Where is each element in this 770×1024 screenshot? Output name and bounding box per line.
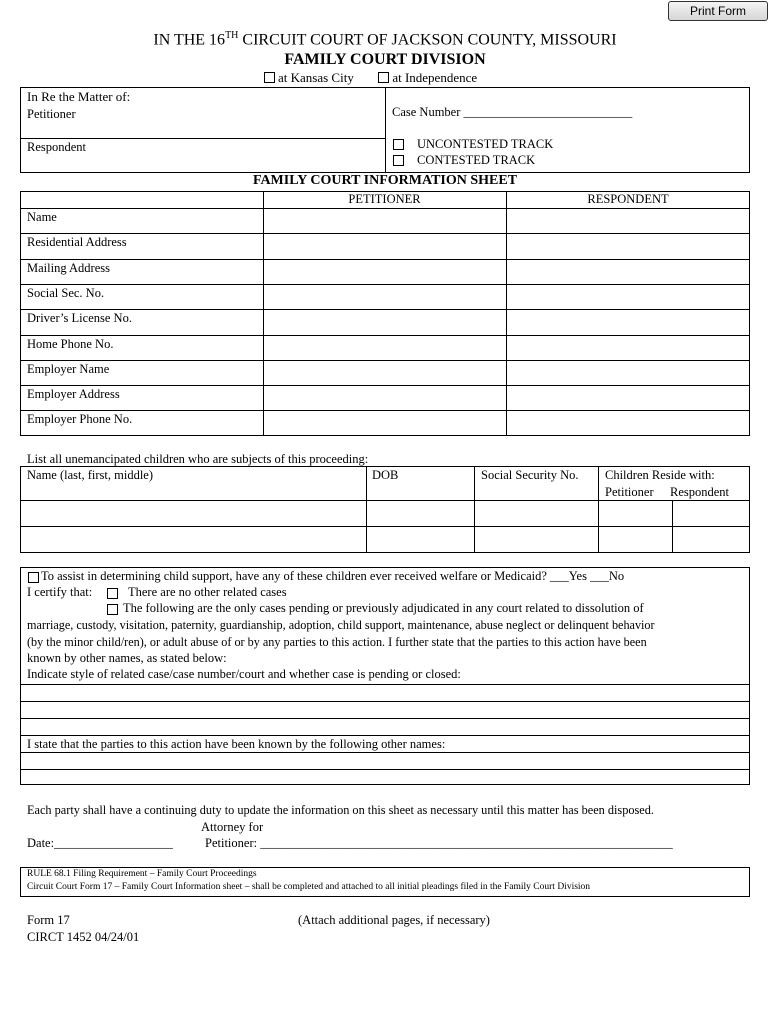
cases-para-line4: known by other names, as stated below:: [27, 651, 227, 665]
col-reside-petitioner: Petitioner: [605, 485, 654, 499]
info-respondent-field[interactable]: [507, 209, 749, 232]
info-row-label: Employer Address: [27, 387, 120, 402]
children-col4: [672, 500, 673, 553]
petitioner-signature-field[interactable]: Petitioner: __________________________________________________________________: [205, 836, 673, 850]
related-case-line4: [20, 735, 750, 736]
following-cases-checkbox[interactable]: [107, 604, 118, 615]
rule-line2: Circuit Court Form 17 – Family Court Information sheet – shall be completed and attached to all initial pleadings filed in the Family Court Division: [27, 882, 591, 892]
certify-label: I certify that:: [27, 585, 93, 599]
info-respondent-field[interactable]: [507, 234, 749, 257]
form-number: Form 17: [27, 913, 70, 927]
respondent-label: Respondent: [27, 140, 87, 154]
independence-checkbox[interactable]: [378, 72, 389, 83]
court-title-prefix: IN THE 16: [153, 31, 226, 49]
info-petitioner-field[interactable]: [264, 361, 505, 384]
info-petitioner-field[interactable]: [264, 336, 505, 359]
welfare-checkbox[interactable]: [28, 572, 39, 583]
info-petitioner-field[interactable]: [264, 209, 505, 232]
info-sheet-title: FAMILY COURT INFORMATION SHEET: [252, 173, 518, 188]
info-respondent-field[interactable]: [507, 260, 749, 283]
related-case-line1: [20, 684, 750, 685]
related-case-line2: [20, 701, 750, 702]
info-row-label: Social Sec. No.: [27, 285, 105, 300]
col-child-name: Name (last, first, middle): [27, 468, 154, 482]
children-col2: [474, 466, 475, 553]
contested-checkbox[interactable]: [393, 155, 404, 166]
info-respondent-field[interactable]: [507, 310, 749, 333]
contested-label: CONTESTED TRACK: [417, 153, 536, 167]
info-row-label: Home Phone No.: [27, 336, 114, 351]
caption-divider: [385, 87, 386, 173]
other-names-line1: [20, 752, 750, 753]
info-row-label: Employer Phone No.: [27, 412, 133, 427]
col-respondent: RESPONDENT: [587, 192, 669, 206]
info-respondent-field[interactable]: [507, 411, 749, 434]
info-row-label: Driver’s License No.: [27, 311, 132, 326]
indicate-label: Indicate style of related case/case number/court and whether case is pending or closed:: [27, 667, 461, 681]
print-form-button[interactable]: Print Form: [668, 1, 768, 21]
division-title: FAMILY COURT DIVISION: [284, 51, 486, 68]
other-names-label: I state that the parties to this action have been known by the following other names:: [27, 737, 446, 751]
cases-para-line2: marriage, custody, visitation, paternity, guardianship, adoption, child support, maintenance, abuse neglect or delinquent behavior: [27, 618, 655, 632]
following-cases-label: The following are the only cases pending or previously adjudicated in any court related to dissolution of: [123, 601, 644, 615]
related-case-line3: [20, 718, 750, 719]
other-names-line2: [20, 769, 750, 770]
circt-number: CIRCT 1452 04/24/01: [27, 930, 140, 944]
children-row1: [20, 500, 750, 501]
cases-para-line3: (by the minor child/ren), or adult abuse of or by any parties to this action. I further state that the parties to this action have been: [27, 635, 647, 649]
col-petitioner: PETITIONER: [348, 192, 421, 206]
col-dob: DOB: [372, 468, 399, 482]
children-row2: [20, 526, 750, 527]
children-col3: [598, 466, 599, 553]
info-petitioner-field[interactable]: [264, 411, 505, 434]
case-number-field[interactable]: Case Number ___________________________: [392, 105, 633, 119]
info-petitioner-field[interactable]: [264, 260, 505, 283]
col-ssn: Social Security No.: [481, 468, 579, 482]
no-other-cases-checkbox[interactable]: [107, 588, 118, 599]
in-re-label: In Re the Matter of:: [27, 89, 131, 104]
petitioner-label: Petitioner: [27, 107, 76, 121]
info-row-label: Name: [27, 210, 57, 224]
info-respondent-field[interactable]: [507, 361, 749, 384]
children-intro: List all unemancipated children who are subjects of this proceeding:: [27, 452, 369, 466]
uncontested-label: UNCONTESTED TRACK: [417, 137, 554, 151]
info-respondent-field[interactable]: [507, 386, 749, 409]
no-other-cases-label: There are no other related cases: [128, 585, 287, 599]
location-row: [264, 70, 477, 86]
info-row-label: Employer Name: [27, 361, 110, 376]
duty-statement: Each party shall have a continuing duty to update the information on this sheet as necessary until this matter has been disposed.: [27, 803, 654, 817]
col-reside-respondent: Respondent: [670, 485, 730, 499]
independence-label: at Independence: [392, 70, 478, 85]
rule-line1: RULE 68.1 Filing Requirement – Family Court Proceedings: [27, 869, 257, 879]
children-col1: [366, 466, 367, 553]
attach-note: (Attach additional pages, if necessary): [298, 913, 490, 927]
welfare-question: To assist in determining child support, have any of these children ever received welfare or Medicaid? ___Yes ___No: [41, 569, 625, 583]
info-row-label: Residential Address: [27, 235, 127, 250]
info-petitioner-field[interactable]: [264, 386, 505, 409]
court-title-sup: TH: [225, 30, 239, 41]
info-respondent-field[interactable]: [507, 336, 749, 359]
court-title-suffix: CIRCUIT COURT OF JACKSON COUNTY, MISSOURI: [238, 31, 617, 49]
info-petitioner-field[interactable]: [264, 234, 505, 257]
info-respondent-field[interactable]: [507, 285, 749, 308]
col-reside: Children Reside with:: [605, 468, 715, 482]
attorney-for-label: Attorney for: [201, 820, 264, 834]
court-title: [0, 30, 770, 49]
caption-party-divider: [20, 138, 385, 139]
info-petitioner-field[interactable]: [264, 310, 505, 333]
date-field[interactable]: Date:___________________: [27, 836, 173, 850]
uncontested-checkbox[interactable]: [393, 139, 404, 150]
kansas-city-label: at Kansas City: [278, 70, 354, 85]
info-petitioner-field[interactable]: [264, 285, 505, 308]
info-row-label: Mailing Address: [27, 260, 110, 275]
kansas-city-checkbox[interactable]: [264, 72, 275, 83]
